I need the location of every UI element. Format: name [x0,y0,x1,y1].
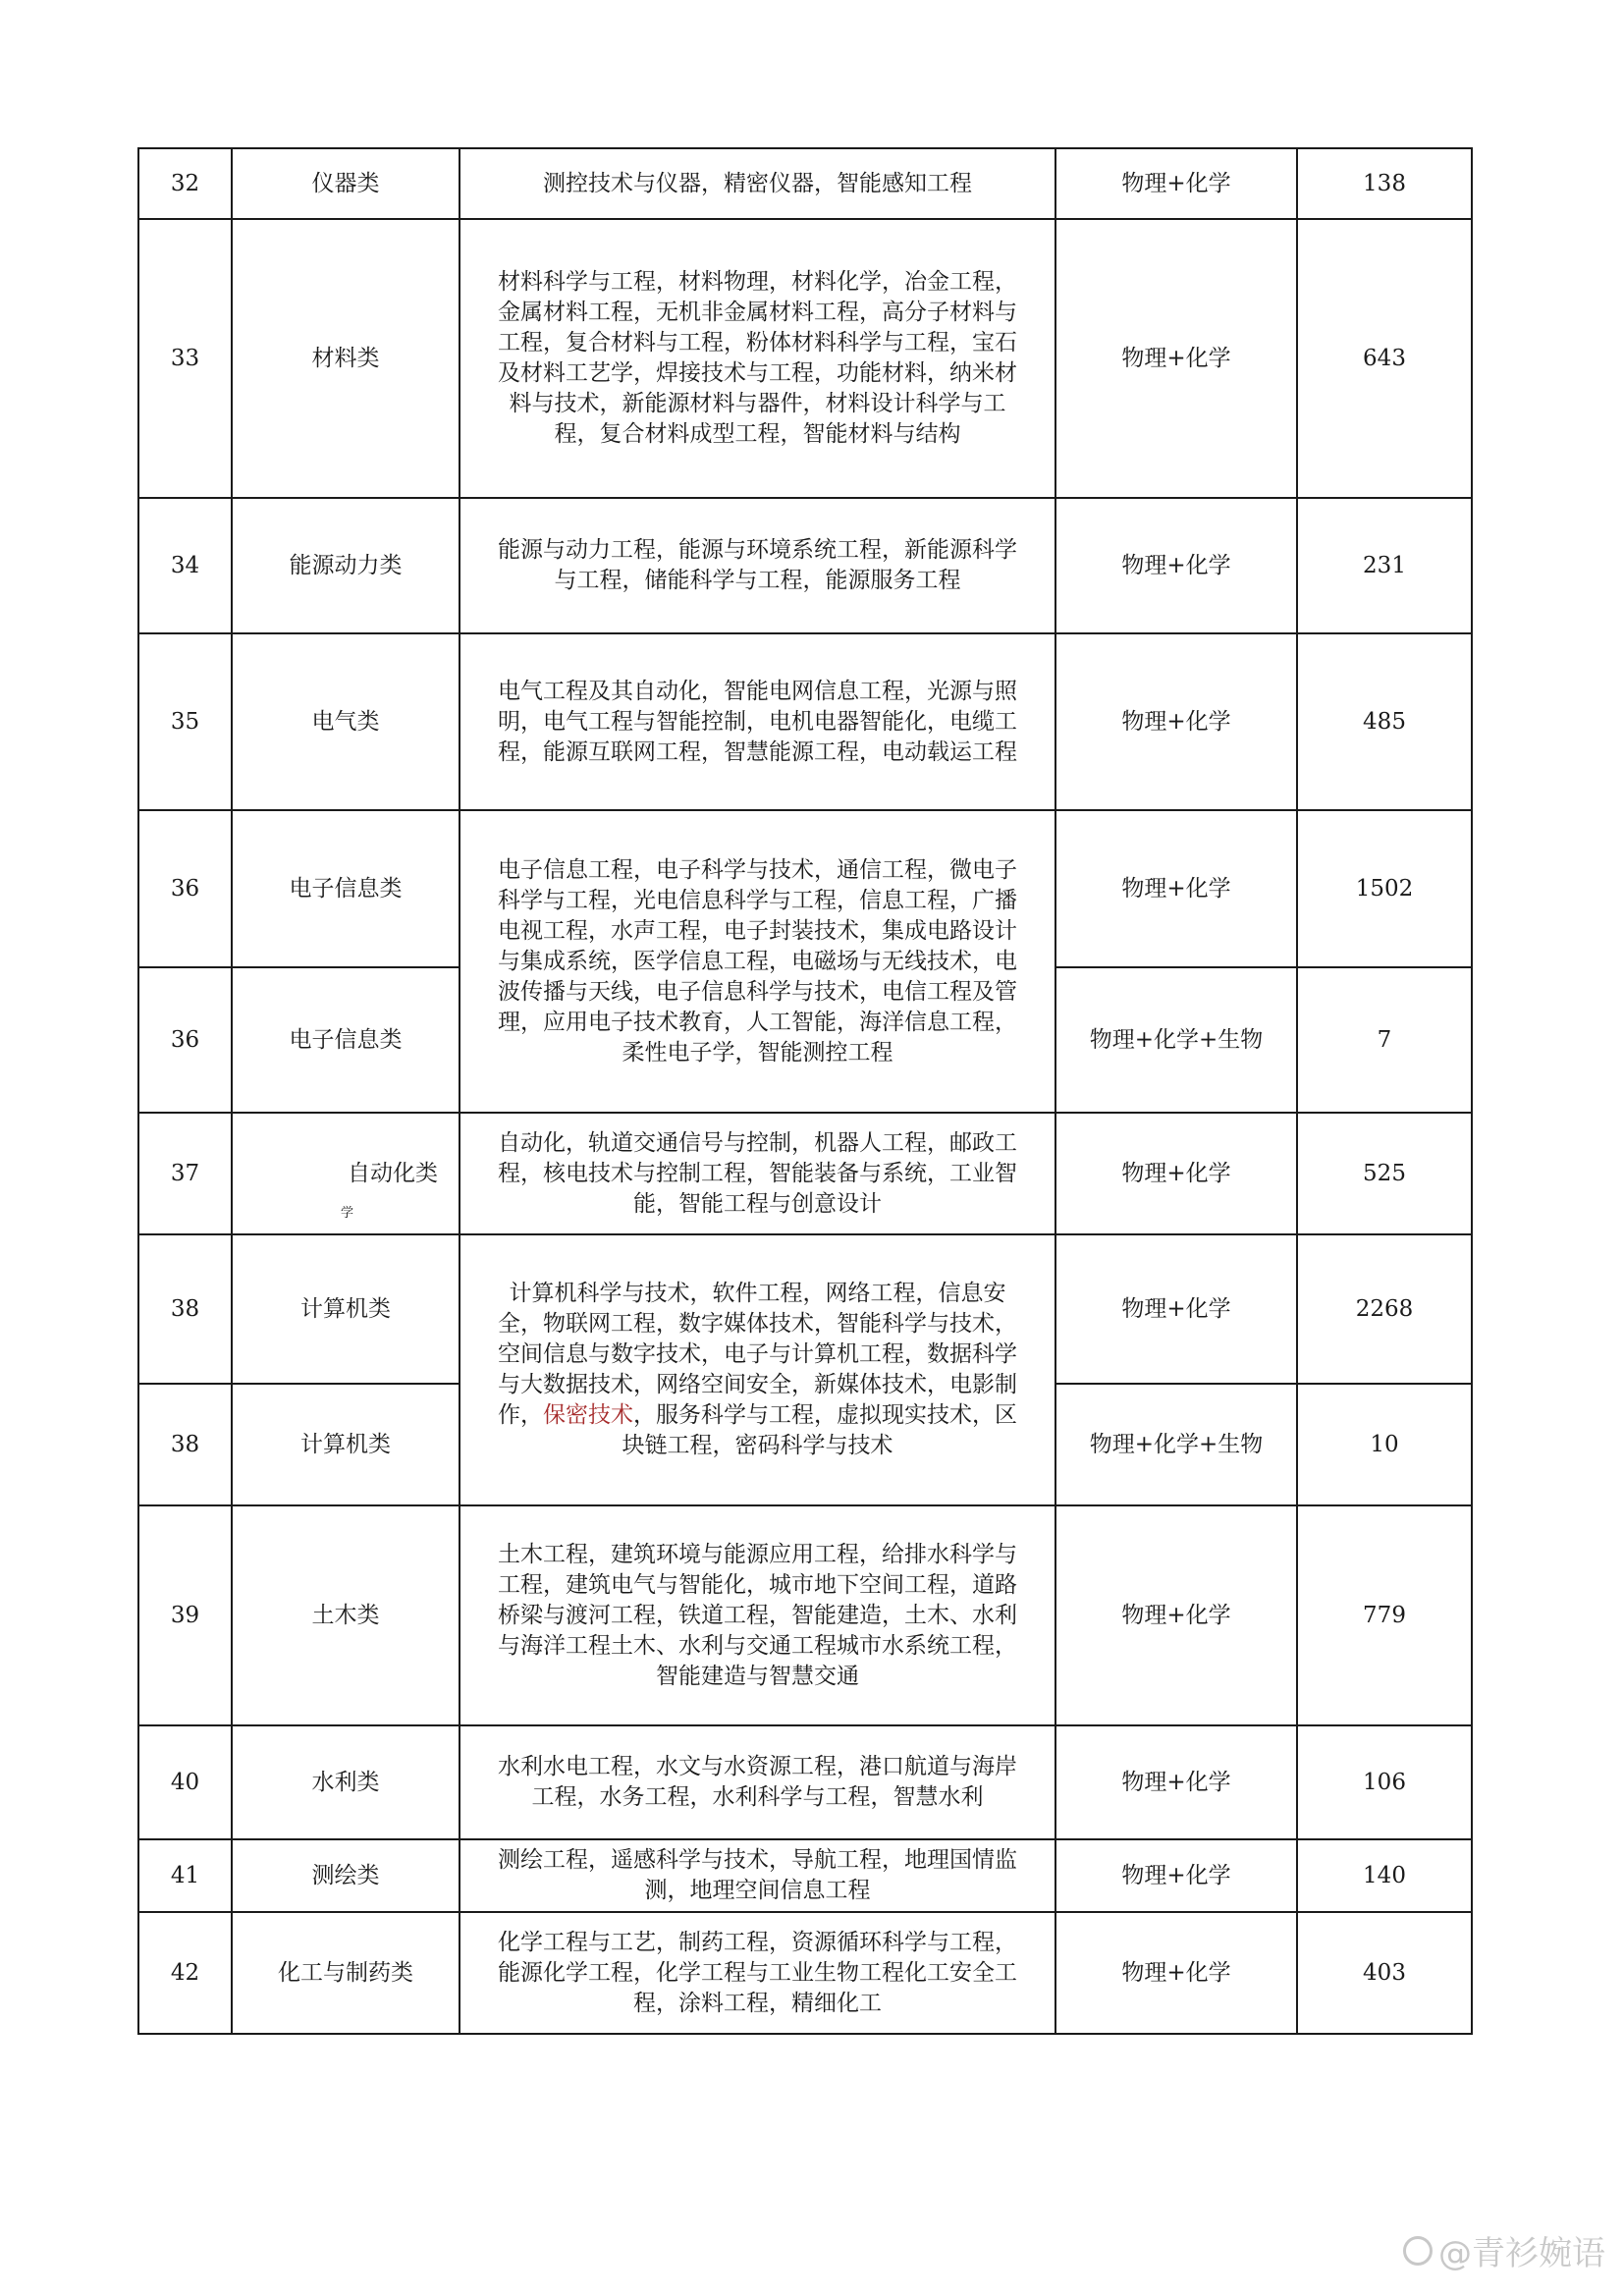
plan-count: 779 [1297,1505,1472,1725]
majors-list: 水利水电工程，水文与水资源工程，港口航道与海岸工程，水务工程，水利科学与工程，智慧水利 [460,1725,1055,1839]
required-subjects: 物理+化学 [1055,633,1297,810]
plan-count: 140 [1297,1839,1472,1912]
category-name: 仪器类 [232,148,460,219]
category-name: 自动化类 [348,1160,438,1186]
required-subjects: 物理+化学 [1055,219,1297,498]
required-subjects: 物理+化学 [1055,1234,1297,1384]
majors-list: 电子信息工程，电子科学与技术，通信工程，微电子科学与工程，光电信息科学与工程，信息工程，广播电视工程，水声工程，电子封装技术，集成电路设计与集成系统，医学信息工程，电磁场与无线技术，电波传播与天线，电子信息科学与技术，电信工程及管理，应用电子技术教育，人工智能，海洋信息工程，柔性电子学，智能测控工程 [460,810,1055,1113]
majors-list: 自动化，轨道交通信号与控制，机器人工程，邮政工程，核电技术与控制工程，智能装备与系统，工业智能，智能工程与创意设计 [460,1113,1055,1234]
watermark-text: @青衫婉语 [1438,2234,1605,2273]
plan-count: 138 [1297,148,1472,219]
majors-list: 能源与动力工程，能源与环境系统工程，新能源科学与工程，储能科学与工程，能源服务工程 [460,498,1055,633]
row-number: 34 [138,498,232,633]
required-subjects: 物理+化学 [1055,810,1297,967]
category-name: 能源动力类 [232,498,460,633]
majors-list [460,1234,1055,1505]
stray-character: 学 [341,1205,354,1221]
table-row [138,1234,1472,1384]
category-name: 电子信息类 [232,810,460,967]
plan-count: 525 [1297,1113,1472,1234]
table-row [138,1505,1472,1725]
row-number: 35 [138,633,232,810]
row-number: 36 [138,967,232,1113]
row-number: 40 [138,1725,232,1839]
plan-count: 403 [1297,1912,1472,2034]
watermark [1403,2226,1605,2274]
category-name: 计算机类 [232,1384,460,1505]
category-name: 水利类 [232,1725,460,1839]
category-name: 计算机类 [232,1234,460,1384]
row-number: 37 [138,1113,232,1234]
category-name: 测绘类 [232,1839,460,1912]
row-number: 32 [138,148,232,219]
majors-list: 电气工程及其自动化，智能电网信息工程，光源与照明，电气工程与智能控制，电机电器智能化，电缆工程，能源互联网工程，智慧能源工程，电动载运工程 [460,633,1055,810]
table-row [138,1113,1472,1234]
majors-highlight: 保密技术 [543,1402,633,1428]
majors-list: 材料科学与工程，材料物理，材料化学，冶金工程，金属材料工程，无机非金属材料工程，高分子材料与工程，复合材料与工程，粉体材料科学与工程，宝石及材料工艺学，焊接技术与工程，功能材料，纳米材料与技术，新能源材料与器件，材料设计科学与工程，复合材料成型工程，智能材料与结构 [460,219,1055,498]
majors-text-b: ，服务科学与工程，虚拟现实技术，区块链工程，密码科学与技术 [622,1402,1017,1458]
plan-count: 231 [1297,498,1472,633]
table-row [138,1839,1472,1912]
required-subjects: 物理+化学 [1055,1839,1297,1912]
required-subjects: 物理+化学 [1055,1725,1297,1839]
majors-list: 测绘工程，遥感科学与技术，导航工程，地理国情监测，地理空间信息工程 [460,1839,1055,1912]
required-subjects: 物理+化学 [1055,1912,1297,2034]
row-number: 33 [138,219,232,498]
row-number: 36 [138,810,232,967]
plan-count: 2268 [1297,1234,1472,1384]
table-row [138,498,1472,633]
majors-table [137,147,1473,2035]
required-subjects: 物理+化学+生物 [1055,967,1297,1113]
row-number: 38 [138,1384,232,1505]
table-row [138,633,1472,810]
plan-count: 643 [1297,219,1472,498]
required-subjects: 物理+化学 [1055,148,1297,219]
table-row [138,1912,1472,2034]
category-name: 电子信息类 [232,967,460,1113]
category-wrap [262,1159,438,1221]
required-subjects: 物理+化学 [1055,1505,1297,1725]
category-name: 材料类 [232,219,460,498]
majors-list: 化学工程与工艺，制药工程，资源循环科学与工程，能源化学工程，化学工程与工业生物工程化工安全工程，涂料工程，精细化工 [460,1912,1055,2034]
category-cell [232,1113,460,1234]
row-number: 38 [138,1234,232,1384]
category-name: 化工与制药类 [232,1912,460,2034]
table-row [138,810,1472,967]
row-number: 41 [138,1839,232,1912]
majors-list: 土木工程，建筑环境与能源应用工程，给排水科学与工程，建筑电气与智能化，城市地下空间工程，道路桥梁与渡河工程，铁道工程，智能建造，土木、水利与海洋工程土木、水利与交通工程城市水系统工程，智能建造与智慧交通 [460,1505,1055,1725]
table-row [138,219,1472,498]
watermark-logo-icon [1403,2236,1433,2266]
plan-count: 1502 [1297,810,1472,967]
plan-count: 106 [1297,1725,1472,1839]
table-row [138,148,1472,219]
majors-list: 测控技术与仪器，精密仪器，智能感知工程 [460,148,1055,219]
category-name: 土木类 [232,1505,460,1725]
plan-count: 7 [1297,967,1472,1113]
plan-count: 10 [1297,1384,1472,1505]
row-number: 39 [138,1505,232,1725]
plan-count: 485 [1297,633,1472,810]
category-name: 电气类 [232,633,460,810]
required-subjects: 物理+化学 [1055,498,1297,633]
row-number: 42 [138,1912,232,2034]
table-row [138,1725,1472,1839]
required-subjects: 物理+化学 [1055,1113,1297,1234]
required-subjects: 物理+化学+生物 [1055,1384,1297,1505]
majors-text-a: 计算机科学与技术，软件工程，网络工程，信息安全，物联网工程，数字媒体技术，智能科学与技术，空间信息与数字技术，电子与计算机工程，数据科学与大数据技术，网络空间安全，新媒体技术，电影制作， [498,1281,1017,1428]
